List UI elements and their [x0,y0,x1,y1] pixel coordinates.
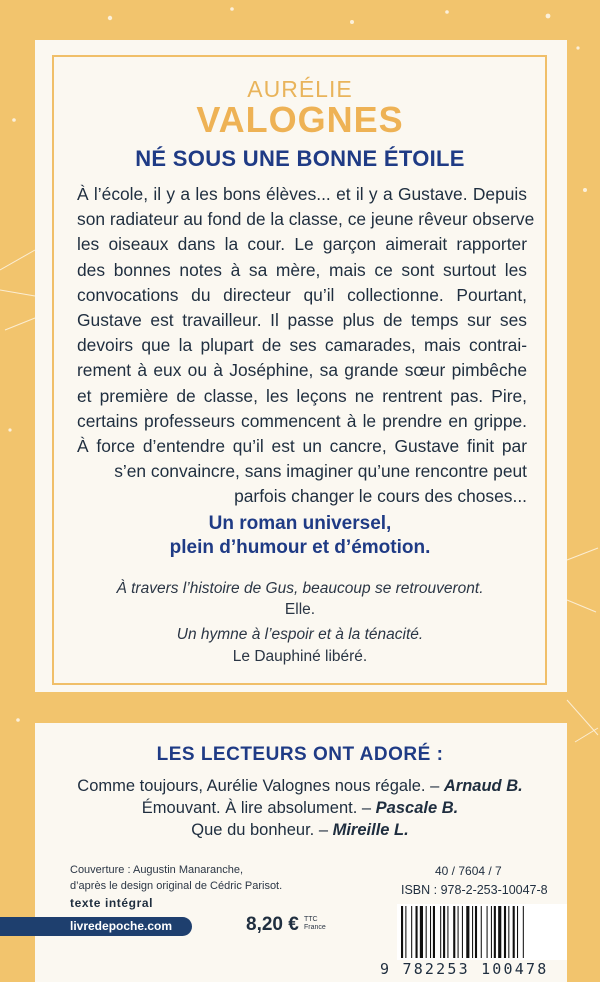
synopsis-line: parfois changer le cours des choses... [234,486,527,507]
reader-review [0,799,600,818]
synopsis-line: rement à eux ou à Joséphine, sa grande sœur pimbêche [77,360,527,381]
synopsis-line: et première de classe, les leçons ne rentrent pas. Pire, [77,385,527,406]
synopsis-line: son radiateur au fond de la classe, ce jeune rêveur observe [77,209,535,230]
press-quote: À travers l’histoire de Gus, beaucoup se retrouveront. [116,580,484,597]
review-text: Émouvant. À lire absolument. – [141,799,372,817]
review-text: Que du bonheur. – [191,821,328,839]
price: 8,20 € [246,914,299,935]
synopsis-line: devoirs que la plupart de ses camarades, mais contrai- [77,335,527,356]
credits-line: Couverture : Augustin Manaranche, [70,864,244,876]
synopsis-line: les oiseaux dans la cour. Le garçon aimerait rapporter [77,234,527,255]
press-source: Le Dauphiné libéré. [232,648,368,665]
website-badge: livredepoche.com [0,917,192,936]
author-first-name: AURÉLIE [247,76,353,102]
barcode [397,904,567,960]
tagline-line-2: plein d’humour et d’émotion. [169,537,431,558]
synopsis-line: s’en convaincre, sans imaginer qu’une rencontre peut [114,461,527,482]
author-last-name: VALOGNES [196,99,404,140]
synopsis-line: Gustave est travailleur. Il passe plus de temps sur ses [77,310,527,331]
synopsis-line: À force d’entendre qu’il est un cancre, Gustave finit par [77,436,527,457]
synopsis-line: certains professeurs commencent à le prendre en grippe. [77,410,527,431]
reader-review [0,821,600,840]
synopsis-line: À l’école, il y a les bons élèves... et il y a Gustave. Depuis [77,184,527,204]
review-author: Mireille L. [332,821,409,839]
cover-credits [70,862,282,894]
review-author: Pascale B. [375,799,459,817]
tagline-line-1: Un roman universel, [208,513,392,534]
review-author: Arnaud B. [443,777,523,795]
price-note-ttc: TTC [304,916,318,923]
tagline [0,512,600,560]
isbn: ISBN : 978-2-253-10047-8 [401,883,548,897]
barcode-digits: 9 782253 100478 [380,960,549,978]
readers-heading: LES LECTEURS ONT ADORÉ : [156,744,444,765]
book-title: NÉ SOUS UNE BONNE ÉTOILE [135,146,465,171]
price-note [304,916,326,932]
format-label: texte intégral [70,896,154,910]
review-text: Comme toujours, Aurélie Valognes nous régale. – [77,777,440,795]
reader-review [0,777,600,796]
reference-code: 40 / 7604 / 7 [435,864,502,878]
synopsis-line: convocations du directeur qu’il collectionne. Pourtant, [77,284,527,305]
price-note-country: France [304,924,326,931]
credits-line: d’après le design original de Cédric Parisot. [70,880,283,892]
press-source: Elle. [284,601,316,618]
synopsis [77,182,535,510]
synopsis-line: des bonnes notes à sa mère, mais ce sont surtout les [77,259,527,280]
press-quote: Un hymne à l’espoir et à la ténacité. [176,626,424,643]
